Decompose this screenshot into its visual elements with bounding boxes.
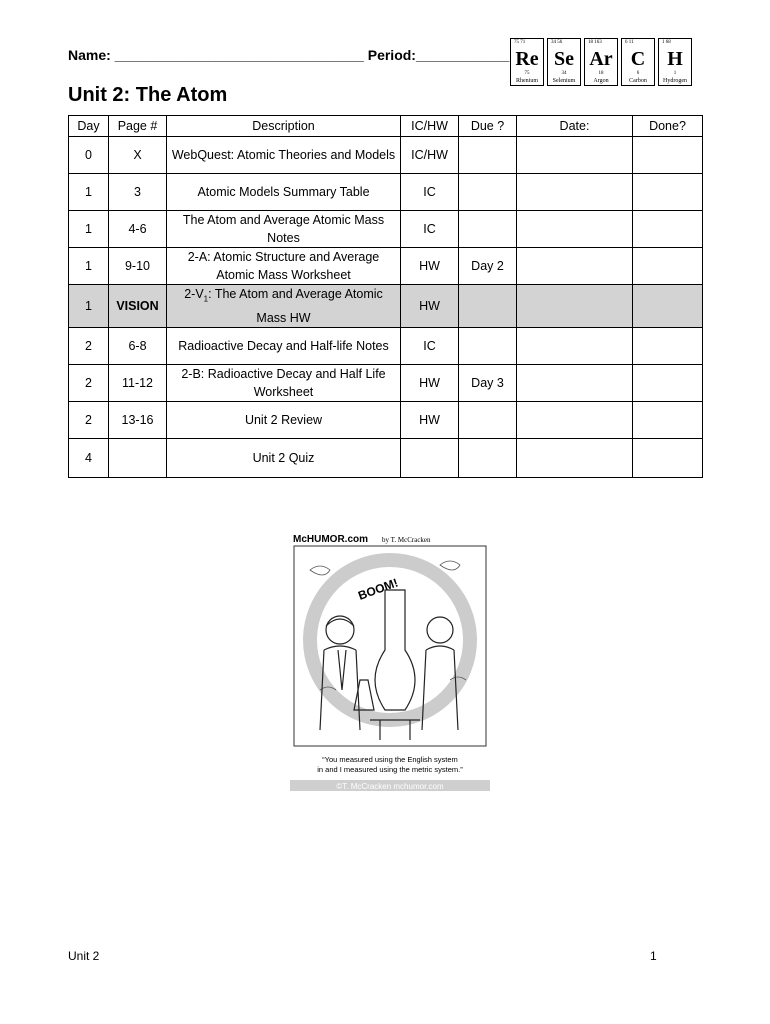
cell-ichw: HW bbox=[401, 248, 459, 285]
element-tile-se bbox=[547, 38, 581, 86]
element-symbol: Ar bbox=[589, 48, 613, 70]
cell-description: Atomic Models Summary Table bbox=[167, 174, 401, 211]
cell-ichw: HW bbox=[401, 401, 459, 438]
table-row bbox=[69, 401, 703, 438]
header-day: Day bbox=[69, 116, 109, 137]
cell-description: Unit 2 Quiz bbox=[167, 438, 401, 477]
cell-due bbox=[459, 137, 517, 174]
cell-ichw: HW bbox=[401, 364, 459, 401]
cell-date bbox=[517, 248, 633, 285]
table-header-row bbox=[69, 116, 703, 137]
boom-text: BOOM! bbox=[356, 575, 400, 603]
element-name: Hydrogen bbox=[663, 78, 687, 84]
header-page: Page # bbox=[109, 116, 167, 137]
header-ichw: IC/HW bbox=[401, 116, 459, 137]
cell-ichw bbox=[401, 438, 459, 477]
cell-description: 2-B: Radioactive Decay and Half Life Worksheet bbox=[167, 364, 401, 401]
research-element-tiles bbox=[510, 38, 692, 86]
cell-ichw: HW bbox=[401, 285, 459, 328]
table-row bbox=[69, 327, 703, 364]
cartoon-byline: by T. McCracken bbox=[382, 536, 431, 544]
cell-day: 2 bbox=[69, 401, 109, 438]
cell-done bbox=[633, 438, 703, 477]
cell-done bbox=[633, 401, 703, 438]
element-symbol: H bbox=[667, 48, 683, 70]
element-name: Rhenium bbox=[516, 78, 538, 84]
header-due: Due ? bbox=[459, 116, 517, 137]
desc-rest: : The Atom and Average Atomic Mass HW bbox=[208, 287, 383, 325]
cell-date bbox=[517, 211, 633, 248]
cell-done bbox=[633, 285, 703, 328]
cell-done bbox=[633, 327, 703, 364]
cell-date bbox=[517, 137, 633, 174]
cell-done bbox=[633, 248, 703, 285]
cell-page: 6-8 bbox=[109, 327, 167, 364]
cell-day: 0 bbox=[69, 137, 109, 174]
element-mass: 75 bbox=[524, 71, 530, 76]
cell-date bbox=[517, 327, 633, 364]
cell-due bbox=[459, 285, 517, 328]
page-title: Unit 2: The Atom bbox=[68, 84, 228, 106]
element-tile-h bbox=[658, 38, 692, 86]
cartoon-copyright: ©T. McCracken mchumor.com bbox=[336, 782, 444, 791]
cell-page: 3 bbox=[109, 174, 167, 211]
cell-due bbox=[459, 327, 517, 364]
cell-page: 9-10 bbox=[109, 248, 167, 285]
header-date: Date: bbox=[517, 116, 633, 137]
element-symbol: Re bbox=[515, 48, 539, 70]
cell-description: The Atom and Average Atomic Mass Notes bbox=[167, 211, 401, 248]
cell-day: 1 bbox=[69, 248, 109, 285]
cell-page bbox=[109, 438, 167, 477]
cell-day: 1 bbox=[69, 285, 109, 328]
cell-date bbox=[517, 174, 633, 211]
name-period-line: Name: ________________________________ Period:____________ bbox=[68, 47, 510, 63]
element-name: Argon bbox=[593, 78, 609, 84]
element-tile-ar bbox=[584, 38, 618, 86]
element-number: 6 11 bbox=[625, 40, 634, 45]
cell-ichw: IC/HW bbox=[401, 137, 459, 174]
cell-date bbox=[517, 401, 633, 438]
cell-page: 11-12 bbox=[109, 364, 167, 401]
element-number: 1 68 bbox=[662, 40, 671, 45]
cell-date bbox=[517, 364, 633, 401]
cell-ichw: IC bbox=[401, 211, 459, 248]
table-row bbox=[69, 438, 703, 477]
element-symbol: Se bbox=[554, 48, 574, 70]
table-row bbox=[69, 248, 703, 285]
cell-description: Unit 2 Review bbox=[167, 401, 401, 438]
cell-day: 4 bbox=[69, 438, 109, 477]
element-number: 34 56 bbox=[551, 40, 563, 45]
cell-due bbox=[459, 401, 517, 438]
element-mass: 18 bbox=[598, 71, 604, 76]
element-mass: 6 bbox=[636, 71, 640, 76]
table-row bbox=[69, 211, 703, 248]
cell-done bbox=[633, 137, 703, 174]
cell-ichw: IC bbox=[401, 174, 459, 211]
cell-date bbox=[517, 438, 633, 477]
cell-description bbox=[167, 285, 401, 328]
element-name: Carbon bbox=[629, 78, 647, 84]
cell-due bbox=[459, 174, 517, 211]
cell-done bbox=[633, 364, 703, 401]
footer-unit: Unit 2 bbox=[68, 949, 100, 963]
header-done: Done? bbox=[633, 116, 703, 137]
table-row bbox=[69, 174, 703, 211]
cell-ichw: IC bbox=[401, 327, 459, 364]
cell-done bbox=[633, 211, 703, 248]
element-name: Selenium bbox=[552, 78, 576, 84]
cell-day: 2 bbox=[69, 364, 109, 401]
cell-page: 4-6 bbox=[109, 211, 167, 248]
schedule-table bbox=[68, 115, 703, 478]
cell-done bbox=[633, 174, 703, 211]
table-row bbox=[69, 364, 703, 401]
cell-description: 2-A: Atomic Structure and Average Atomic Mass Worksheet bbox=[167, 248, 401, 285]
element-number: 75 71 bbox=[514, 40, 526, 45]
cell-due bbox=[459, 211, 517, 248]
cell-description: WebQuest: Atomic Theories and Models bbox=[167, 137, 401, 174]
cell-day: 1 bbox=[69, 174, 109, 211]
cell-page: VISION bbox=[109, 285, 167, 328]
cell-due: Day 2 bbox=[459, 248, 517, 285]
element-mass: 1 bbox=[673, 71, 677, 76]
cell-day: 1 bbox=[69, 211, 109, 248]
cartoon-caption-line1: “You measured using the English system bbox=[322, 755, 458, 764]
table-row bbox=[69, 137, 703, 174]
header-description: Description bbox=[167, 116, 401, 137]
cell-page: 13-16 bbox=[109, 401, 167, 438]
footer-page-number: 1 bbox=[650, 949, 657, 963]
desc-main: 2-V bbox=[184, 287, 204, 301]
cell-due bbox=[459, 438, 517, 477]
cartoon-caption-line2: in and I measured using the metric system.” bbox=[317, 765, 463, 774]
element-tile-re bbox=[510, 38, 544, 86]
cell-date bbox=[517, 285, 633, 328]
desc-subscript: 1 bbox=[203, 294, 209, 304]
element-symbol: C bbox=[630, 48, 646, 70]
table-row-highlighted bbox=[69, 285, 703, 328]
cartoon-brand: McHUMOR.com bbox=[293, 534, 369, 545]
cell-due: Day 3 bbox=[459, 364, 517, 401]
cartoon-illustration bbox=[290, 530, 490, 792]
cell-day: 2 bbox=[69, 327, 109, 364]
cell-description: Radioactive Decay and Half-life Notes bbox=[167, 327, 401, 364]
element-mass: 34 bbox=[561, 71, 567, 76]
cell-page: X bbox=[109, 137, 167, 174]
element-tile-c bbox=[621, 38, 655, 86]
element-number: 18 163 bbox=[588, 40, 602, 45]
